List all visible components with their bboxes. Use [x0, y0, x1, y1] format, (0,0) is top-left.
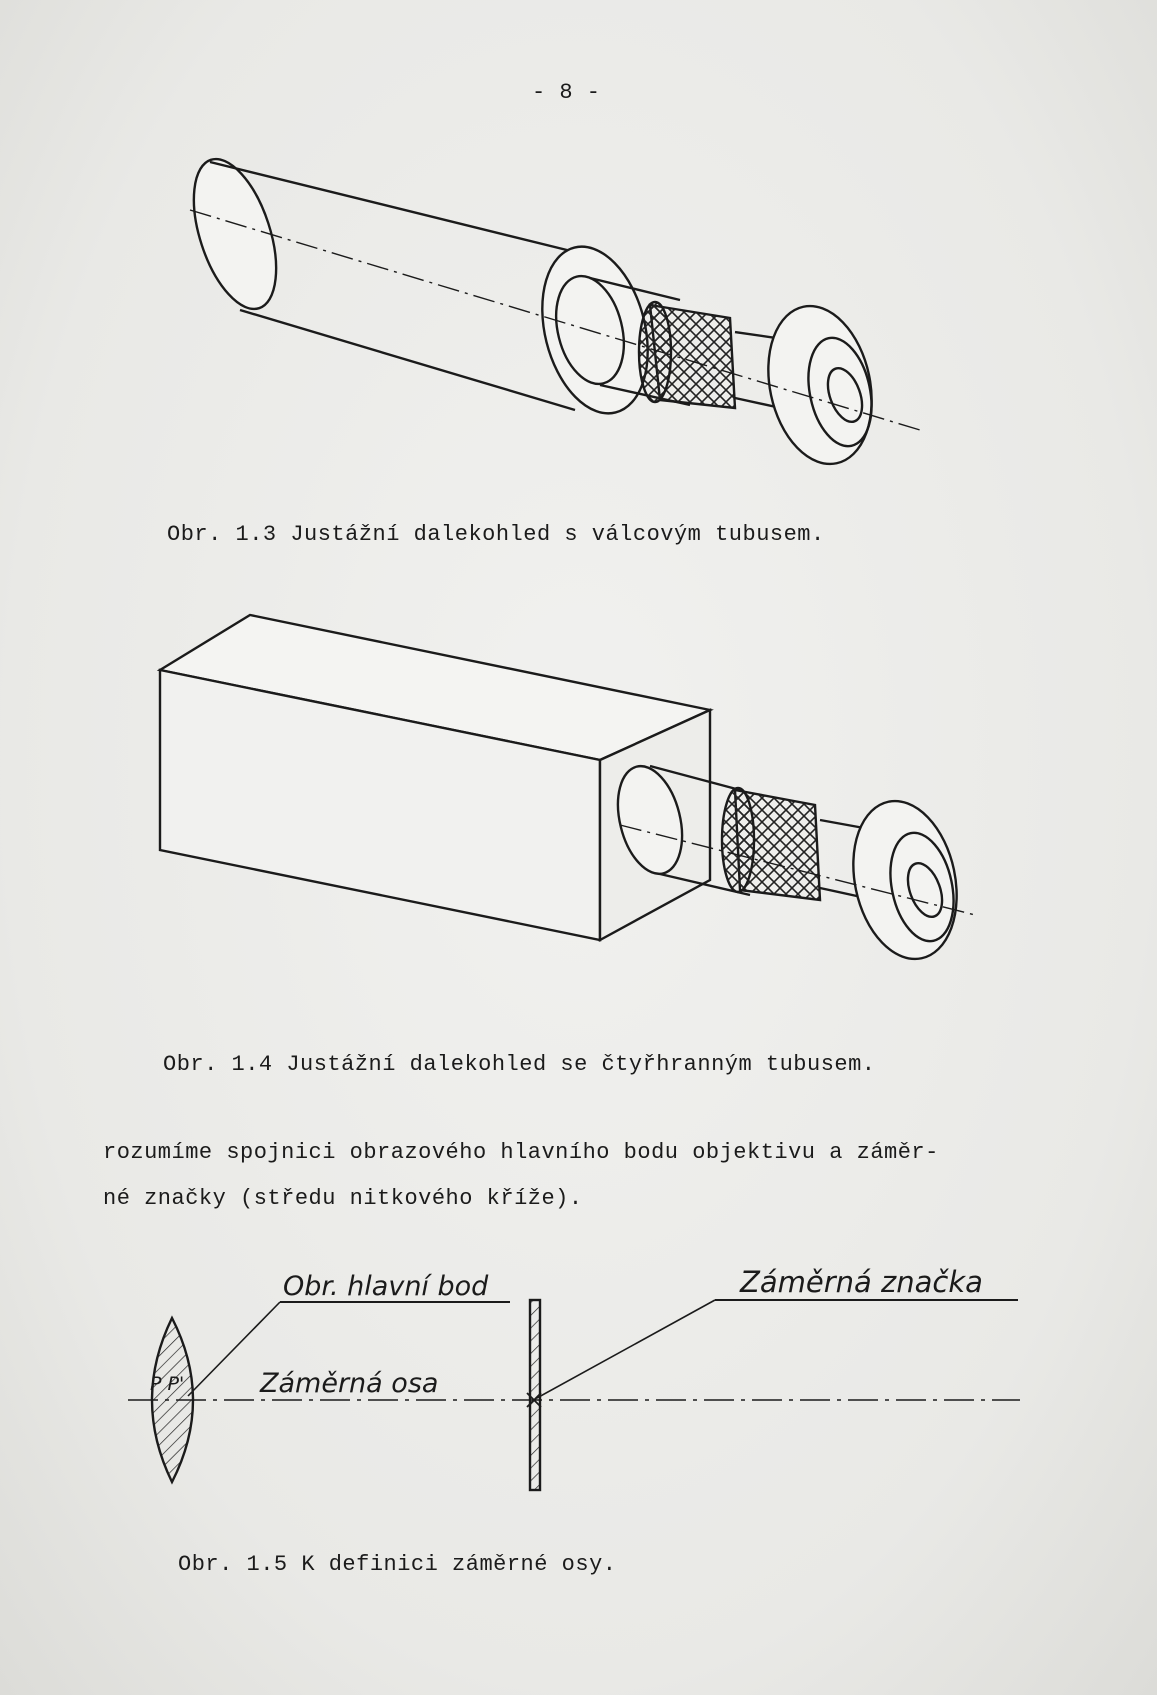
principal-point-label: Obr. hlavní bod: [283, 1271, 489, 1302]
figure-1-4-caption: Obr. 1.4 Justážní dalekohled se čtyřhranným tubusem.: [163, 1052, 876, 1077]
sight-axis-label: Záměrná osa: [260, 1368, 439, 1399]
reticle-label: Záměrná značka: [740, 1265, 983, 1299]
page-number: - 8 -: [532, 80, 601, 105]
lens-points-label: P P': [150, 1373, 185, 1395]
body-text-line-2: né značky (středu nitkového kříže).: [103, 1186, 583, 1211]
figure-1-3-caption: Obr. 1.3 Justážní dalekohled s válcovým tubusem.: [167, 522, 825, 547]
figure-1-5-caption: Obr. 1.5 K definici záměrné osy.: [178, 1552, 617, 1577]
body-text-line-1: rozumíme spojnici obrazového hlavního bodu objektivu a záměr-: [103, 1140, 939, 1165]
